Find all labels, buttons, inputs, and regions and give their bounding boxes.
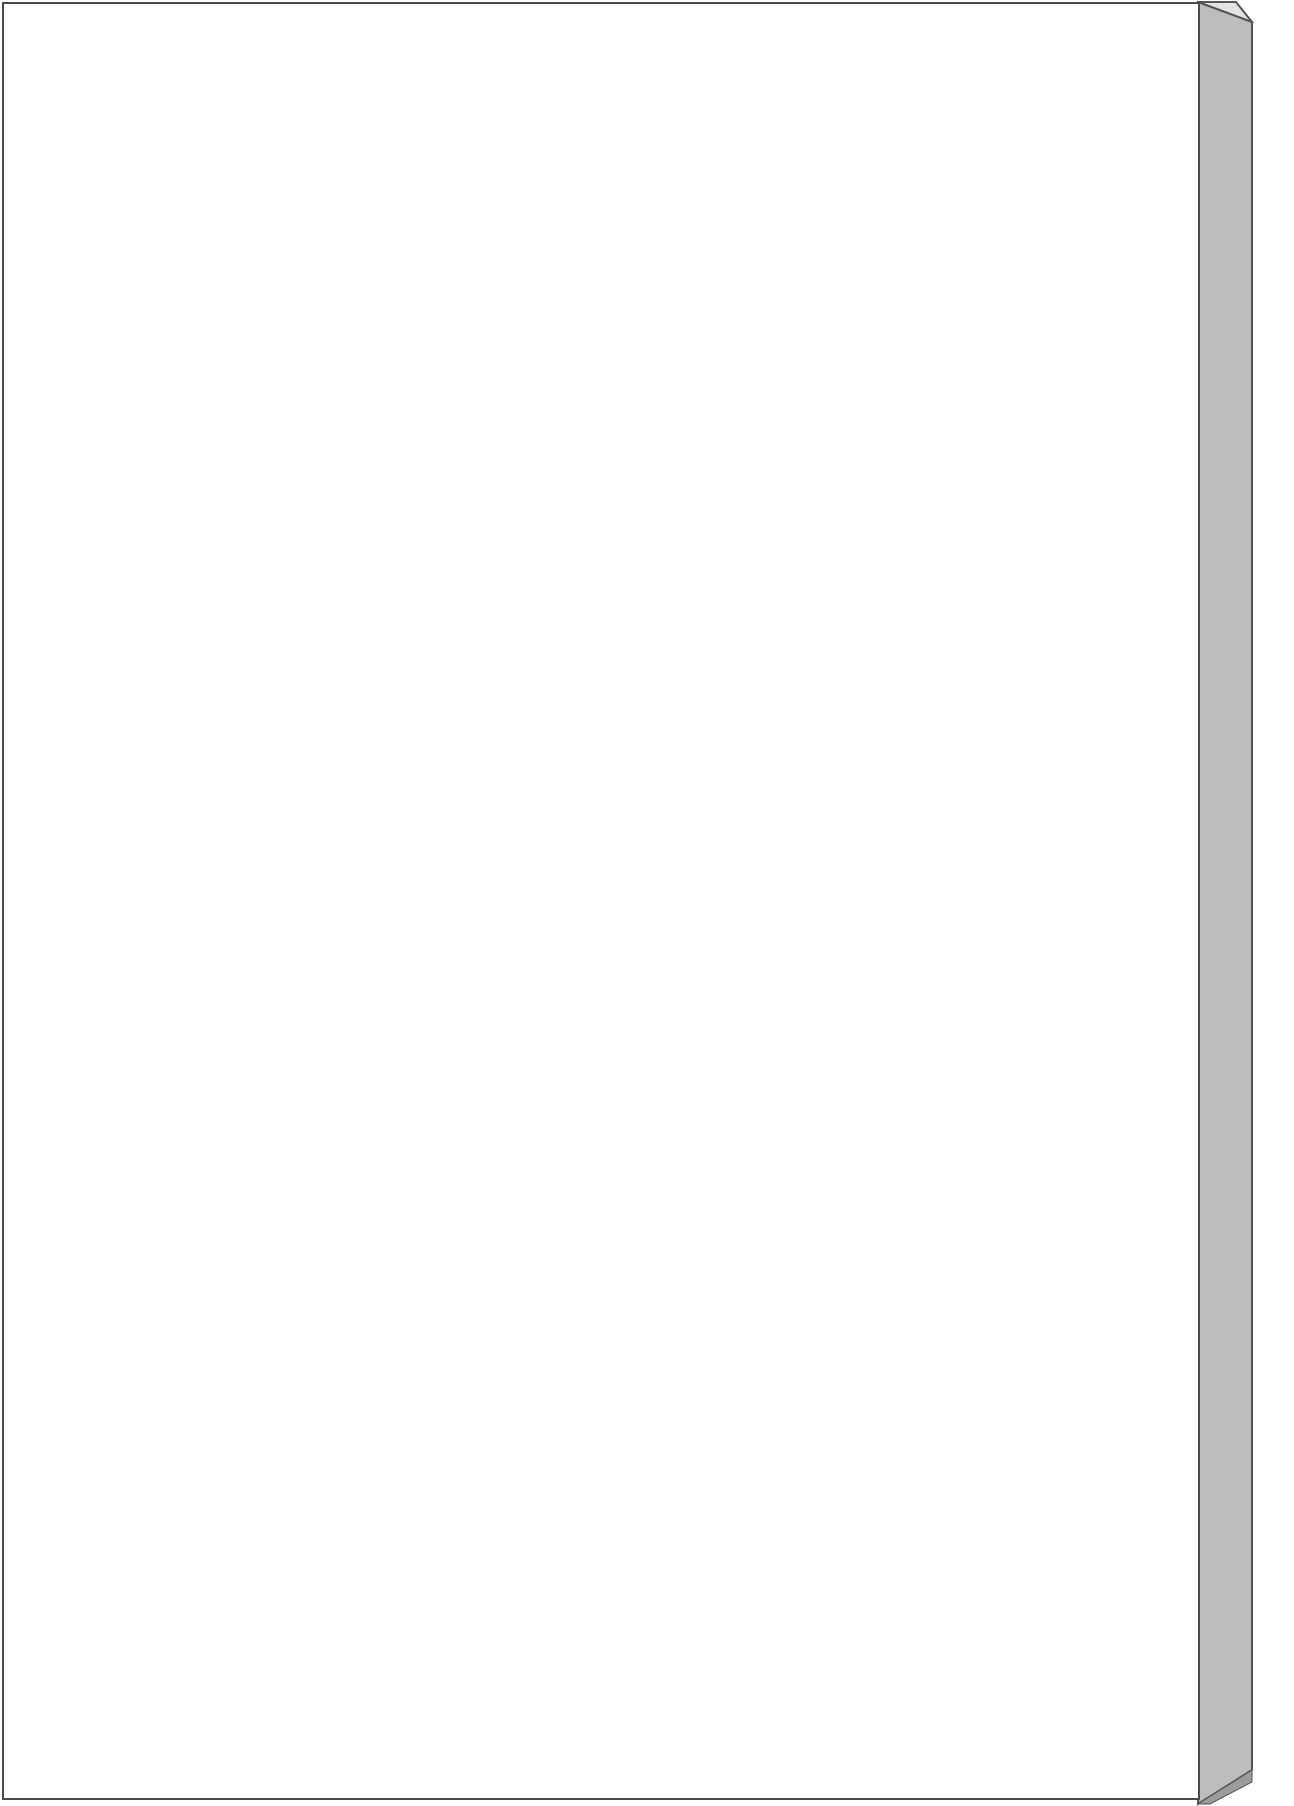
spine-side: [1198, 2, 1252, 1804]
book-page: [2, 2, 1200, 1800]
